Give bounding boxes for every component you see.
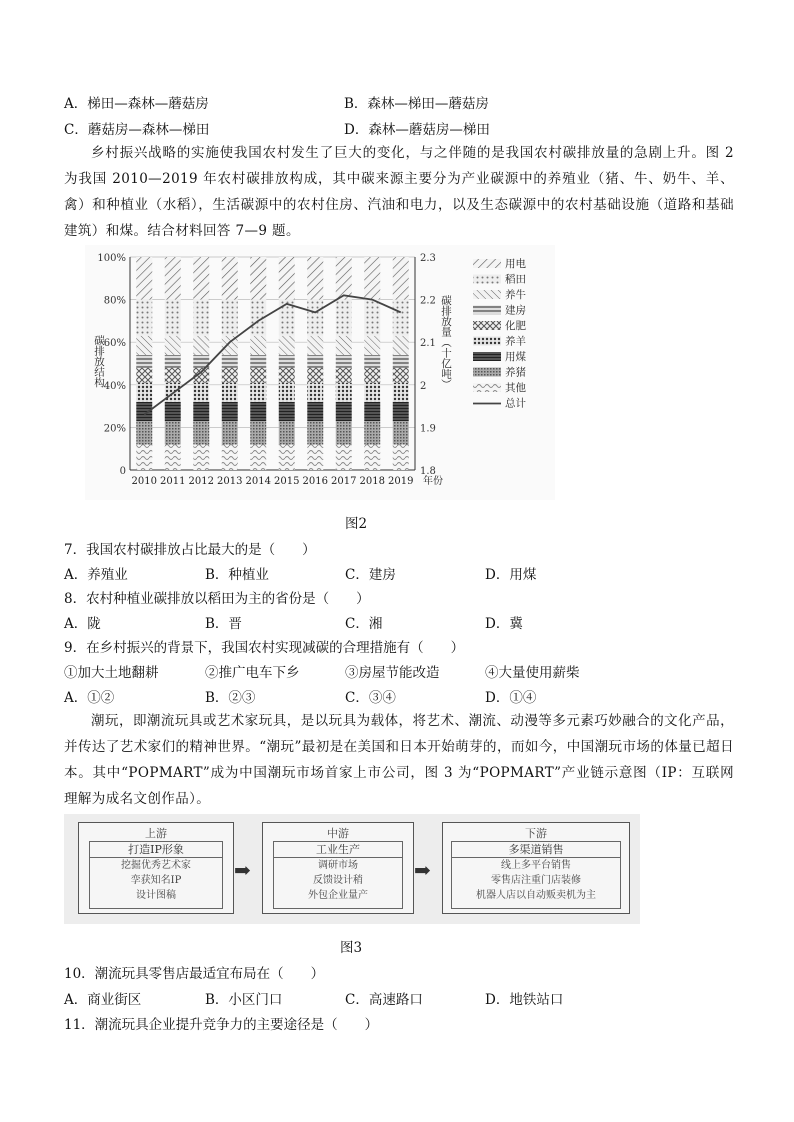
x-tick-label: 2011 [160,476,186,487]
arrow-right-icon: ➡ [234,858,251,882]
y2-axis-title: 碳排放量（十亿吨） [440,295,452,390]
bar-segment-养牛 [193,336,209,355]
legend-label: 其他 [505,382,526,394]
stage-inner-box [451,841,621,909]
q11-stem: 11．潮流玩具企业提升竞争力的主要途径是（ ） [64,1017,379,1033]
bar-segment-建房 [222,355,238,368]
bar-segment-化肥 [222,368,238,383]
legend-swatch [473,290,501,299]
q10-option-a: A．商业街区 [64,992,142,1008]
legend-swatch [473,337,501,346]
legend-label: 用煤 [505,351,526,363]
bar-segment-养牛 [165,336,181,355]
q7-option-a: A．养殖业 [64,567,128,583]
figure-2-caption: 图2 [345,516,368,532]
y2-tick-label: 1.8 [420,466,436,477]
q9-item-4: ④大量使用薪柴 [485,665,580,681]
bar-segment-用电 [307,257,323,300]
stage-line: 孪获知名IP [130,875,182,886]
q7-option-d: D．用煤 [485,567,537,583]
bar-segment-稻田 [222,300,238,336]
x-tick-label: 2016 [302,476,328,487]
total-line [144,295,401,414]
y-axis-title: 碳排放结构 [93,335,105,388]
legend-label: 用电 [505,258,526,270]
bar-segment-稻田 [364,300,380,336]
bar-segment-用电 [336,257,352,300]
bar-segment-养牛 [393,336,409,355]
bar-segment-其他 [165,444,181,470]
bar-segment-建房 [165,355,181,368]
y2-tick-label: 1.9 [420,423,436,435]
bar-segment-化肥 [165,368,181,383]
bar-segment-养猪 [279,421,295,444]
legend-label: 养猪 [505,366,526,379]
bar-segment-用电 [165,257,181,300]
y2-tick-label: 2.3 [420,253,436,264]
stage-line: 机器人店以自动贩卖机为主 [476,890,596,901]
bar-segment-养猪 [364,421,380,444]
x-tick-label: 2014 [245,476,271,487]
bar-segment-化肥 [136,368,152,383]
bar-segment-化肥 [250,368,266,383]
x-tick-label: 2015 [274,476,300,487]
bar-segment-稻田 [336,300,352,336]
q9-option-d: D．①④ [485,690,537,706]
bar-segment-养羊 [393,383,409,402]
legend-swatch [473,259,501,268]
y2-tick-label: 2.2 [420,295,436,307]
bar-segment-其他 [307,444,323,470]
q10-option-d: D．地铁站口 [485,992,564,1008]
legend-label: 养羊 [505,335,526,348]
q9-option-a: A．①② [64,690,115,706]
legend-swatch [473,306,501,315]
bar-segment-养猪 [307,421,323,444]
bar-segment-稻田 [136,300,152,336]
x-tick-label: 2010 [131,476,157,487]
stage-line: 调研市场 [318,860,358,871]
stage-head: 工业生产 [274,842,402,858]
legend-label: 稻田 [505,273,526,286]
bar-segment-养羊 [136,383,152,402]
y-tick-label: 0 [119,466,126,477]
bar-segment-其他 [136,444,152,470]
chart-svg [85,245,555,500]
q8-option-a: A．陇 [64,616,101,632]
bar-segment-用煤 [222,402,238,421]
bar-segment-其他 [193,444,209,470]
legend-swatch [473,368,501,377]
stage-title: 下游 [525,827,547,840]
q10-stem: 10．潮流玩具零售店最适宜布局在（ ） [64,966,325,982]
stage-line: 线上多平台销售 [501,860,571,871]
bar-segment-养猪 [165,421,181,444]
material-paragraph-popmart: 潮玩，即潮流玩具或艺术家玩具，是以玩具为载体，将艺术、潮流、动漫等多元素巧妙融合的文化产品，并传达了艺术家们的精神世界。“潮玩”最初是在美国和日本开始萌芽的，而如今，中国潮玩市场的体量已超日本。其中“POPMART”成为中国潮玩市场首家上市公司，图 3 为“POPMART”产业链示意图（IP：互联网理解为成名文创作品）。 [64,713,734,807]
stage-inner-box [89,841,223,909]
legend-label: 养牛 [505,289,526,301]
y-tick-label: 80% [103,295,126,307]
stage-line: 设计图稿 [136,890,176,901]
legend-label: 建房 [505,304,526,317]
bar-segment-化肥 [307,368,323,383]
x-axis-title: 年份 [423,476,443,487]
bar-segment-建房 [307,355,323,368]
bar-segment-用电 [364,257,380,300]
bar-segment-建房 [336,355,352,368]
q9-item-3: ③房屋节能改造 [345,665,440,681]
y2-tick-label: 2.1 [420,338,436,350]
legend-label: 化肥 [505,320,526,332]
bar-segment-其他 [336,444,352,470]
stage-title: 中游 [327,827,349,840]
x-tick-label: 2019 [388,476,414,487]
figure-2-chart [85,245,555,500]
q8-option-c: C．湘 [345,616,383,632]
bar-segment-养猪 [336,421,352,444]
q10-option-c: C．高速路口 [345,992,423,1008]
bar-segment-其他 [364,444,380,470]
bar-segment-用电 [222,257,238,300]
bar-segment-养羊 [193,383,209,402]
bar-segment-稻田 [165,300,181,336]
bar-segment-养猪 [136,421,152,444]
q7-option-b: B．种植业 [205,567,269,583]
material-paragraph-carbon: 乡村振兴战略的实施使我国农村发生了巨大的变化，与之伴随的是我国农村碳排放量的急剧上升。图 2 为我国 2010—2019 年农村碳排放构成，其中碳来源主要分为产业碳源中的养殖业（猪、牛、奶牛、羊、禽）和种植业（水稻），生活碳源中的农村住房、汽油和电力，以及生态碳源中的农村基础设施（道路和基础建筑）和煤。结合材料回答 7—9 题。 [64,145,734,239]
q7-option-c: C．建房 [345,567,396,583]
bar-segment-养牛 [136,336,152,355]
q6-option-d: D．森林—蘑菇房—梯田 [344,122,490,138]
bar-segment-其他 [279,444,295,470]
q9-option-b: B．②③ [205,690,256,706]
y-tick-label: 60% [103,338,126,350]
stage-box-upstream [78,822,234,914]
y-tick-label: 40% [103,380,126,392]
bar-segment-养牛 [336,336,352,355]
stage-title: 上游 [145,827,167,840]
bar-segment-用电 [193,257,209,300]
bar-segment-其他 [393,444,409,470]
bar-segment-化肥 [364,368,380,383]
bar-segment-化肥 [279,368,295,383]
stage-line: 反馈设计稍 [313,875,363,886]
bar-segment-用煤 [336,402,352,421]
bar-segment-养羊 [364,383,380,402]
legend-swatch [473,275,501,284]
bar-segment-化肥 [393,368,409,383]
bar-segment-养牛 [279,336,295,355]
bar-segment-用煤 [279,402,295,421]
bar-segment-用电 [250,257,266,300]
q9-stem: 9．在乡村振兴的背景下，我国农村实现减碳的合理措施有（ ） [64,640,465,656]
q8-option-b: B．晋 [205,616,242,632]
q6-option-b: B．森林—梯田—蘑菇房 [344,96,489,112]
bar-segment-稻田 [193,300,209,336]
legend-label: 总计 [505,397,526,410]
figure-3-diagram [64,814,640,924]
bar-segment-养牛 [307,336,323,355]
figure-3-caption: 图3 [340,940,363,956]
bar-segment-建房 [279,355,295,368]
q6-option-a: A．梯田—森林—蘑菇房 [64,96,209,112]
bar-segment-其他 [222,444,238,470]
bar-segment-用煤 [250,402,266,421]
bar-segment-养羊 [336,383,352,402]
stage-line: 零售店注重门店装修 [491,875,581,886]
bar-segment-养猪 [393,421,409,444]
stage-box-midstream [262,822,414,914]
bar-segment-用煤 [165,402,181,421]
legend-swatch [473,321,501,330]
bar-segment-养羊 [279,383,295,402]
bar-segment-化肥 [336,368,352,383]
bar-segment-建房 [250,355,266,368]
bar-segment-其他 [250,444,266,470]
bar-segment-稻田 [393,300,409,336]
y-tick-label: 20% [103,423,126,435]
stage-box-downstream [442,822,630,914]
stage-line: 挖掘优秀艺术家 [121,860,191,871]
q9-item-1: ①加大土地翻耕 [64,665,159,681]
stage-inner-box [273,841,403,909]
q9-option-c: C．③④ [345,690,396,706]
bar-segment-养羊 [250,383,266,402]
x-tick-label: 2018 [359,476,385,487]
y-tick-label: 100% [97,253,126,264]
q10-option-b: B．小区门口 [205,992,283,1008]
bar-segment-养牛 [250,336,266,355]
arrow-right-icon: ➡ [414,858,431,882]
bar-segment-用电 [393,257,409,300]
legend-swatch [473,352,501,361]
bar-segment-建房 [136,355,152,368]
x-tick-label: 2017 [331,476,357,487]
stage-head: 多渠道销售 [452,842,620,858]
bar-segment-养猪 [193,421,209,444]
bar-segment-用电 [136,257,152,300]
x-tick-label: 2012 [188,476,214,487]
bar-segment-稻田 [307,300,323,336]
bar-segment-用煤 [393,402,409,421]
bar-segment-用电 [279,257,295,300]
q7-stem: 7．我国农村碳排放占比最大的是（ ） [64,542,316,558]
bar-segment-养羊 [307,383,323,402]
bar-segment-用煤 [364,402,380,421]
bar-segment-用煤 [307,402,323,421]
stage-head: 打造IP形象 [90,842,222,858]
y2-tick-label: 2 [420,380,427,392]
x-tick-label: 2013 [217,476,243,487]
q8-option-d: D．冀 [485,616,523,632]
q6-option-c: C．蘑菇房—森林—梯田 [64,122,210,138]
bar-segment-用煤 [193,402,209,421]
bar-segment-养羊 [222,383,238,402]
bar-segment-建房 [393,355,409,368]
q8-stem: 8．农村种植业碳排放以稻田为主的省份是（ ） [64,591,370,607]
q9-item-2: ②推广电车下乡 [205,665,300,681]
bar-segment-建房 [364,355,380,368]
bar-segment-养猪 [250,421,266,444]
stage-line: 外包企业量产 [308,890,368,901]
bar-segment-养猪 [222,421,238,444]
bar-segment-养牛 [364,336,380,355]
legend-swatch [473,383,501,392]
